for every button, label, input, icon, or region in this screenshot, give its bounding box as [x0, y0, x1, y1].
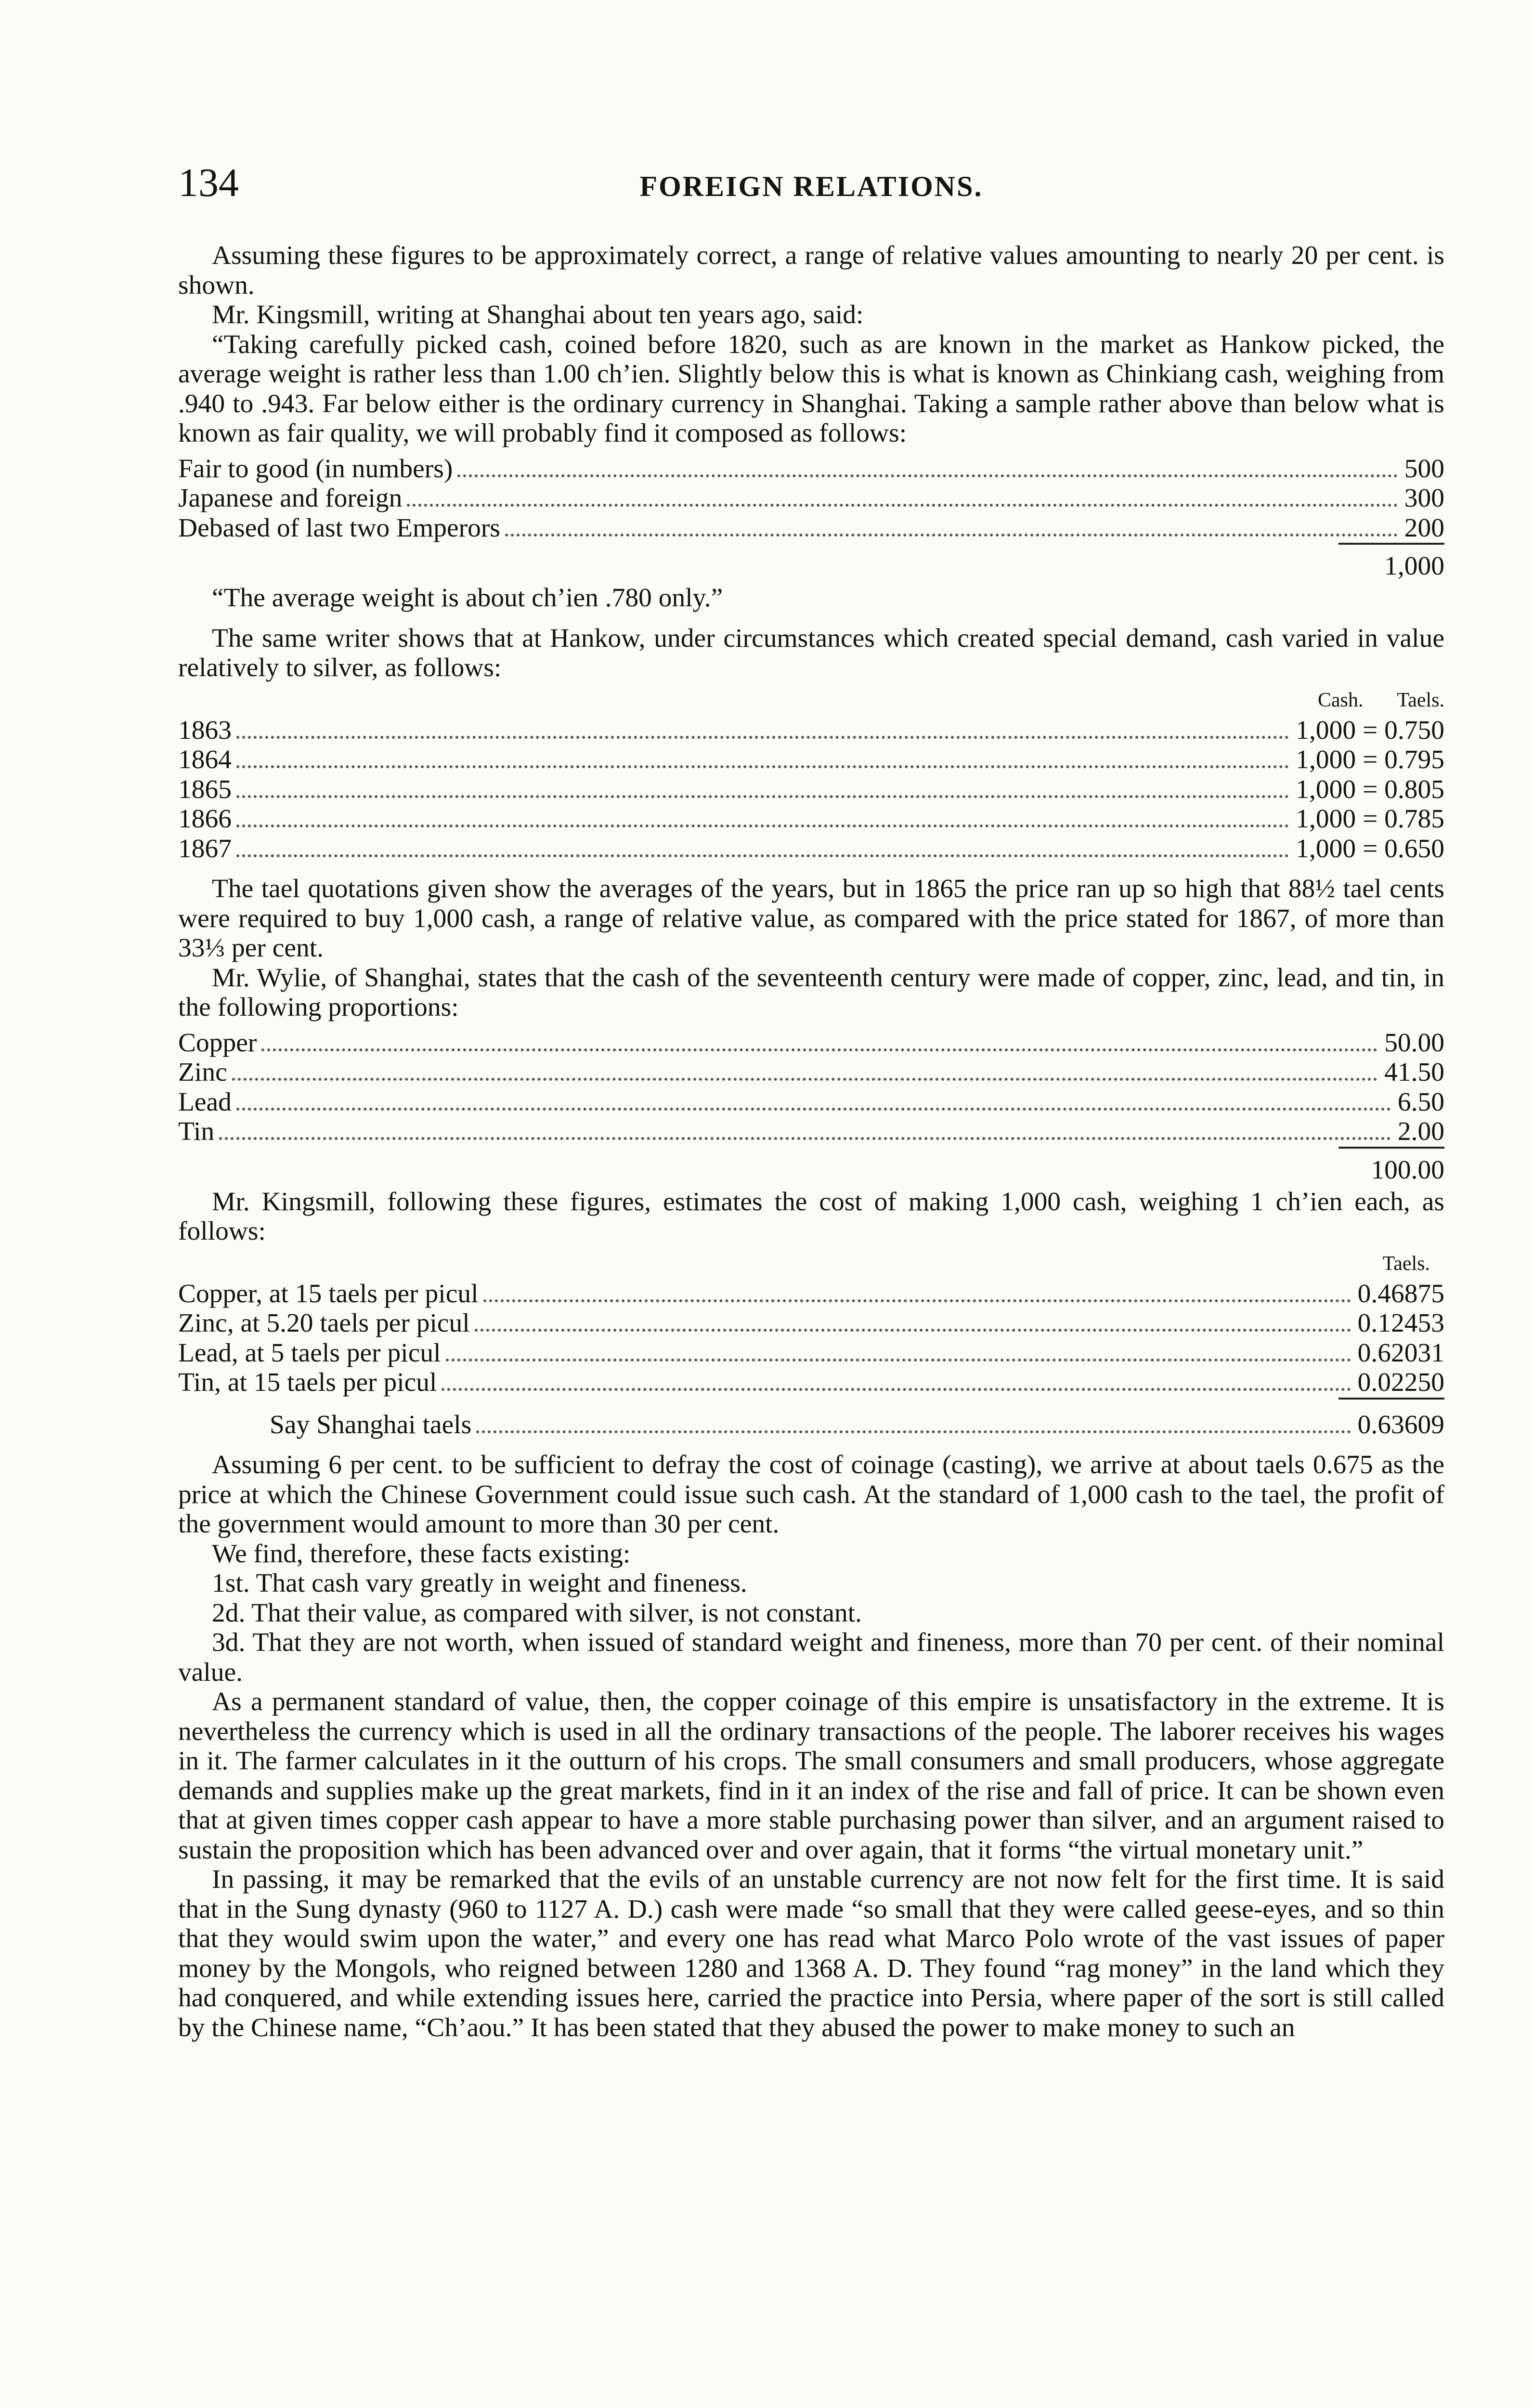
row-label: Zinc, at 5.20 taels per picul: [178, 1309, 470, 1338]
row-label: Tin: [178, 1117, 215, 1146]
table-row: [178, 1117, 1444, 1147]
running-title: FOREIGN RELATIONS.: [639, 170, 983, 202]
column-headers: [178, 1252, 1444, 1279]
paragraph: We find, therefore, these facts existing:: [212, 1539, 631, 1569]
row-value: 0.62031: [1357, 1338, 1444, 1368]
row-value: 50.00: [1384, 1028, 1444, 1058]
table-row: [178, 454, 1444, 484]
row-year: 1867: [178, 834, 232, 864]
table-row: [178, 804, 1444, 834]
paragraph: Mr. Kingsmill, writing at Shanghai about ten years ago, said:: [212, 300, 864, 329]
row-value: 1,000 = 0.750: [1296, 715, 1444, 745]
leader-dots: [476, 1430, 1351, 1433]
leader-dots: [236, 795, 1289, 798]
row-value: 1,000 = 0.785: [1296, 804, 1444, 834]
row-label: Fair to good (in numbers): [178, 454, 453, 484]
list-item: 2d. That their value, as compared with silver, is not constant.: [212, 1598, 862, 1628]
table-row: [178, 1279, 1444, 1309]
row-label: Debased of last two Emperors: [178, 513, 500, 543]
row-label: Lead: [178, 1087, 232, 1117]
list-item: 3d. That they are not worth, when issued of standard weight and fineness, more than 70 per cent. of their nominal value.: [178, 1628, 1444, 1687]
row-year: 1865: [178, 774, 232, 804]
leader-dots: [236, 736, 1289, 739]
row-label: Zinc: [178, 1058, 227, 1087]
table-row: [178, 716, 1444, 746]
row-value: 500: [1404, 454, 1444, 484]
paragraph: Assuming 6 per cent. to be sufficient to defray the cost of coinage (casting), we arrive at about taels 0.675 as the price at which the Chinese Government could issue such cash. At the standard of 1,000 cash to the tael, the profit of the government would amount to more than 30 per cent.: [178, 1450, 1444, 1539]
table-row: [178, 1028, 1444, 1058]
row-value: 6.50: [1397, 1087, 1444, 1117]
table-row: [178, 745, 1444, 775]
row-label: Japanese and foreign: [178, 484, 403, 513]
leader-dots: [236, 824, 1289, 827]
row-value: 300: [1404, 484, 1444, 513]
paragraph: The tael quotations given show the averages of the years, but in 1865 the price ran up so high that 88½ tael cents were required to buy 1,000 cash, a range of relative value, as compared with the price stated for 1867, of more than 33⅓ per cent.: [178, 874, 1444, 963]
paragraph: Assuming these figures to be approximately correct, a range of relative values amounting to nearly 20 per cent. is shown.: [178, 241, 1444, 300]
table-row: [178, 1368, 1444, 1398]
table-row: [178, 1087, 1444, 1117]
column-header-cash: Cash.: [1317, 689, 1364, 711]
leader-dots: [505, 534, 1398, 537]
cost-table: [178, 1252, 1444, 1440]
table-total: 100.00: [1371, 1155, 1444, 1185]
paragraph: In passing, it may be remarked that the evils of an unstable currency are not now felt for the first time. It is said that in the Sung dynasty (960 to 1127 A. D.) cash were made “so small that they were called geese-eyes, and so thin that they would swim upon the water,” and every one has read what Marco Polo wrote of the vast issues of paper money by the Mongols, who reigned between 1280 and 1368 A. D. They found “rag money” in the land which they had conquered, and while extending issues here, carried the practice into Persia, where paper of the sort is still called by the Chinese name, “Ch’aou.” It has been stated that they abused the power to make money to such an: [178, 1865, 1444, 2042]
leader-dots: [232, 1078, 1377, 1081]
row-value: 0.46875: [1357, 1279, 1444, 1309]
quotation-paragraph: “Taking carefully picked cash, coined before 1820, such as are known in the market as Hankow picked, the average weight is rather less than 1.00 ch’ien. Slightly below this is what is known as Chinkiang cash, weighing from .940 to .943. Far below either is the ordinary currency in Shanghai. Taking a sample rather above than below what is known as fair quality, we will probably find it composed as follows:: [178, 329, 1444, 448]
row-year: 1863: [178, 715, 232, 745]
row-value: 0.63609: [1357, 1410, 1444, 1440]
row-year: 1864: [178, 745, 232, 774]
table-row: [178, 484, 1444, 513]
leader-dots: [236, 765, 1289, 768]
table-row: [178, 834, 1444, 864]
row-label: Tin, at 15 taels per picul: [178, 1368, 437, 1397]
paragraph: As a permanent standard of value, then, the copper coinage of this empire is unsatisfactory in the extreme. It is nevertheless the currency which is used in all the ordinary transactions of the people. The laborer receives his wages in it. The farmer calculates in it the outturn of his crops. The small consumers and small producers, whose aggregate demands and supplies make up the great markets, find in it an index of the rise and fall of price. It can be shown even that at given times copper cash appear to have a more stable purchasing power than silver, and an argument raised to sustain the proposition which has been advanced over and over again, that it forms “the virtual monetary unit.”: [178, 1687, 1444, 1865]
page-number: 134: [178, 160, 239, 205]
table-row: [178, 513, 1444, 543]
column-headers: [178, 689, 1444, 716]
row-label: Lead, at 5 taels per picul: [178, 1338, 441, 1368]
row-label: Say Shanghai taels: [270, 1410, 472, 1440]
hankow-table: [178, 689, 1444, 864]
row-label: Copper: [178, 1028, 257, 1058]
quotation-paragraph: “The average weight is about ch’ien .780 only.”: [212, 583, 723, 613]
row-value: 2.00: [1397, 1117, 1444, 1146]
page-body: [178, 241, 1444, 2042]
leader-dots: [457, 474, 1397, 477]
row-value: 1,000 = 0.805: [1296, 774, 1444, 804]
metals-table: [178, 1028, 1444, 1187]
table-row: [178, 775, 1444, 805]
leader-dots: [475, 1329, 1351, 1332]
table-row: [178, 1058, 1444, 1087]
row-label: Copper, at 15 taels per picul: [178, 1279, 479, 1309]
column-header-taels: Taels.: [1382, 1253, 1430, 1275]
page-header: [178, 159, 1444, 212]
row-value: 1,000 = 0.650: [1296, 834, 1444, 864]
row-value: 1,000 = 0.795: [1296, 745, 1444, 774]
row-value: 0.02250: [1357, 1368, 1444, 1397]
paragraph: Mr. Wylie, of Shanghai, states that the cash of the seventeenth century were made of copper, zinc, lead, and tin, in the following proportions:: [178, 963, 1444, 1022]
paragraph: The same writer shows that at Hankow, under circumstances which created special demand, cash varied in value relatively to silver, as follows:: [178, 623, 1444, 682]
leader-dots: [219, 1137, 1391, 1140]
table-row: [178, 1338, 1444, 1368]
leader-dots: [407, 504, 1397, 507]
row-value: 41.50: [1384, 1058, 1444, 1087]
leader-dots: [442, 1388, 1351, 1391]
composition-table: [178, 454, 1444, 584]
row-year: 1866: [178, 804, 232, 834]
leader-dots: [483, 1299, 1351, 1302]
leader-dots: [446, 1359, 1351, 1361]
table-row-say: [270, 1410, 1444, 1440]
row-value: 0.12453: [1357, 1309, 1444, 1338]
row-value: 200: [1404, 513, 1444, 543]
column-header-taels: Taels.: [1397, 689, 1444, 711]
table-row: [178, 1309, 1444, 1338]
paragraph: Mr. Kingsmill, following these figures, estimates the cost of making 1,000 cash, weighing 1 ch’ien each, as follows:: [178, 1187, 1444, 1246]
list-item: 1st. That cash vary greatly in weight and fineness.: [212, 1569, 747, 1598]
leader-dots: [236, 1108, 1391, 1111]
leader-dots: [236, 854, 1289, 857]
leader-dots: [261, 1048, 1377, 1051]
table-total: 1,000: [1384, 551, 1444, 581]
